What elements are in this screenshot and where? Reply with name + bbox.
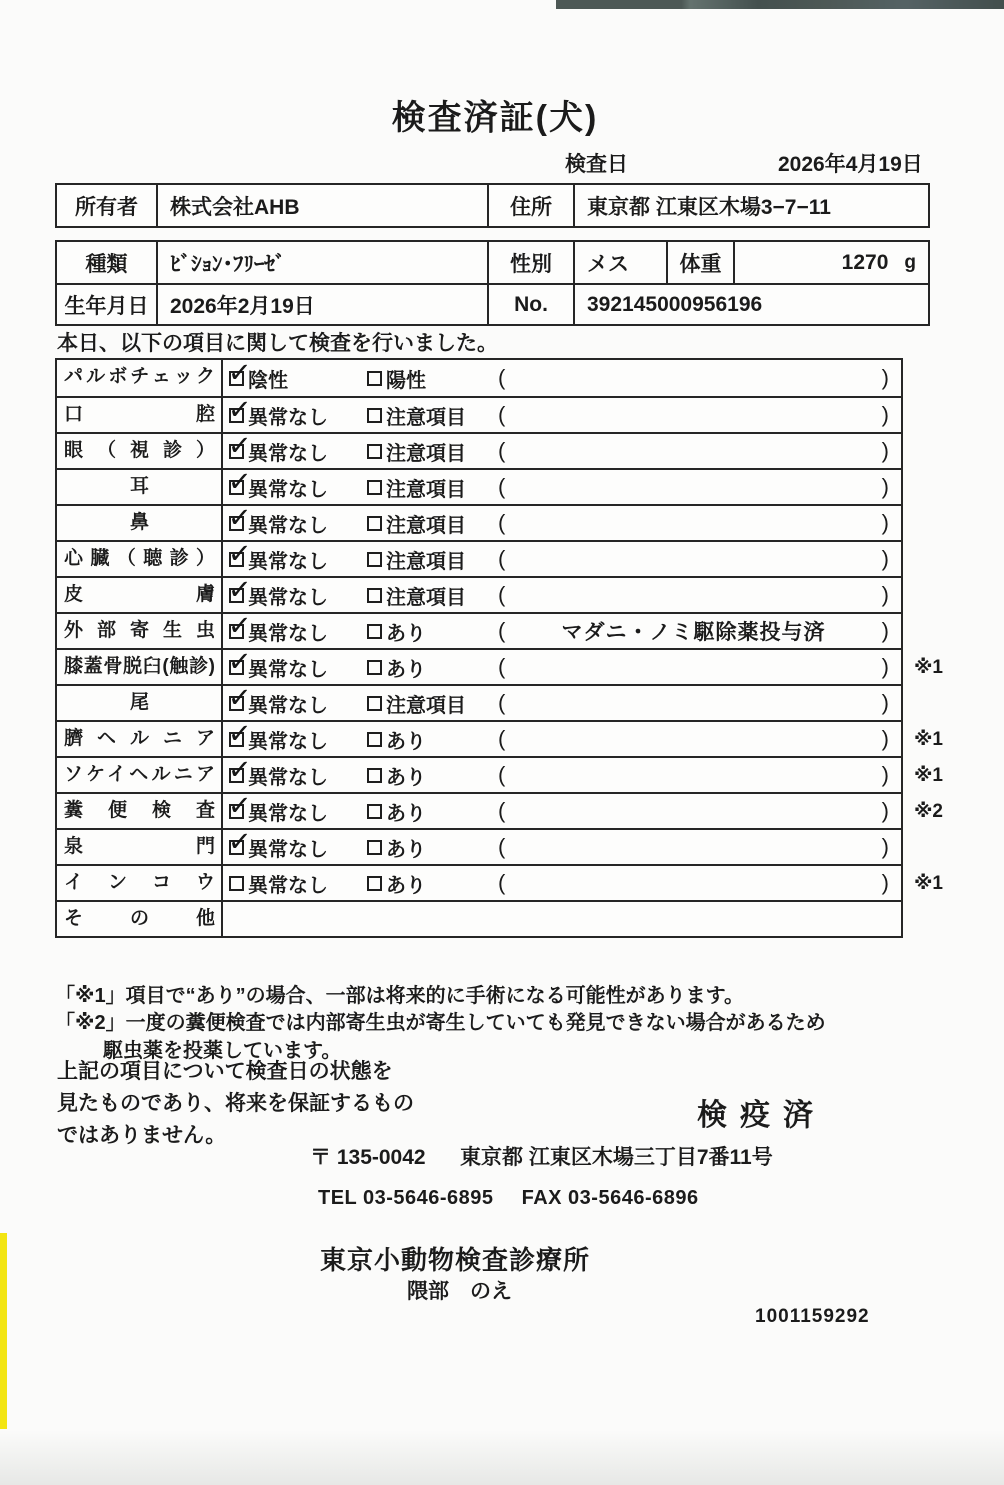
exam-row-content	[223, 794, 901, 828]
checkbox-option1	[229, 480, 244, 495]
scan-artifact-left	[0, 1233, 7, 1429]
paren-close: )	[881, 402, 889, 427]
exam-item-label: ソケイヘルニア	[57, 758, 223, 792]
exam-row-content	[223, 470, 901, 504]
paren-open: (	[498, 726, 506, 751]
option2-label: あり	[386, 622, 426, 645]
option1-label: 異常なし	[248, 478, 328, 501]
exam-row-heart	[57, 540, 901, 576]
breed-label: 種類	[57, 242, 158, 283]
exam-row-fecal-exam	[57, 792, 943, 828]
footnote-2-line1: 「※2」一度の糞便検査では内部寄生虫が寄生していても発見できない場合があるため	[55, 1012, 826, 1034]
checkbox-option2	[367, 371, 382, 386]
option1-label: 異常なし	[248, 658, 328, 681]
option2-label: 陽性	[386, 369, 426, 392]
checkbox-option2	[367, 408, 382, 423]
exam-item-label: 鼻	[57, 506, 223, 540]
exam-table	[55, 358, 943, 938]
exam-row-content	[223, 758, 901, 792]
exam-row-inkou	[57, 864, 943, 900]
checkbox-option1	[229, 552, 244, 567]
paren-open: (	[498, 834, 506, 859]
option1-label: 異常なし	[248, 802, 328, 825]
paren-open: (	[498, 510, 506, 535]
pet-info-table	[55, 240, 930, 326]
paren-close: )	[881, 474, 889, 499]
option2-label: 注意項目	[386, 550, 466, 573]
exam-row-ears	[57, 468, 901, 504]
checkbox-option2	[367, 444, 382, 459]
scan-artifact-bottom	[0, 1430, 1004, 1485]
paren-close: )	[881, 510, 889, 535]
footnote-1: 「※1」項目で“あり”の場合、一部は将来的に手術になる可能性があります。	[55, 985, 744, 1007]
option2-label: あり	[386, 838, 426, 861]
checkbox-option2	[367, 804, 382, 819]
checkbox-option1	[229, 732, 244, 747]
option1-label: 異常なし	[248, 730, 328, 753]
exam-row-content	[223, 722, 901, 756]
table-row	[57, 185, 928, 226]
exam-row-content	[223, 614, 901, 648]
owner-table	[55, 183, 930, 228]
disclaimer-line2: 見たものであり、将来を保証するもの	[57, 1092, 414, 1115]
exam-item-label: 耳	[57, 470, 223, 504]
exam-row-eyes	[57, 432, 901, 468]
checkbox-option2	[367, 696, 382, 711]
footnote-marker: ※1	[913, 657, 943, 678]
checkbox-option1	[229, 588, 244, 603]
exam-item-label: 泉門	[57, 830, 223, 864]
weight-label: 体重	[668, 242, 735, 283]
option2-label: あり	[386, 874, 426, 897]
option1-label: 陰性	[248, 369, 288, 392]
checkbox-option1	[229, 876, 244, 891]
checkbox-option2	[367, 552, 382, 567]
paren-close: )	[881, 654, 889, 679]
option1-label: 異常なし	[248, 622, 328, 645]
clinic-tel: TEL 03-5646-6895	[318, 1187, 494, 1209]
paren-close: )	[881, 870, 889, 895]
checkbox-option2	[367, 480, 382, 495]
exam-row-content	[223, 686, 901, 720]
checkbox-option1	[229, 660, 244, 675]
option2-label: 注意項目	[386, 586, 466, 609]
exam-item-label: 皮膚	[57, 578, 223, 612]
paren-close: )	[881, 690, 889, 715]
checkbox-option2	[367, 588, 382, 603]
exam-row-fontanelle	[57, 828, 901, 864]
exam-row-content	[223, 360, 901, 396]
clinic-address: 東京都 江東区木場三丁目7番11号	[460, 1146, 773, 1169]
paren-open: (	[498, 762, 506, 787]
paren-close: )	[881, 798, 889, 823]
exam-item-label: 口腔	[57, 398, 223, 432]
exam-row-content	[223, 578, 901, 612]
checkbox-option2	[367, 840, 382, 855]
footnote-marker: ※2	[913, 801, 943, 822]
paren-close: )	[881, 546, 889, 571]
paren-open: (	[498, 690, 506, 715]
owner-label: 所有者	[57, 185, 158, 226]
postal-code: 〒 135-0042	[310, 1146, 426, 1169]
option1-label: 異常なし	[248, 838, 328, 861]
paren-close: )	[881, 726, 889, 751]
exam-item-label: 膝蓋骨脱臼(触診)	[57, 650, 223, 684]
option1-label: 異常なし	[248, 766, 328, 789]
no-label: No.	[489, 285, 575, 324]
paren-open: (	[498, 582, 506, 607]
checkbox-option1	[229, 408, 244, 423]
footnote-2-line2: 駆虫薬を投薬しています。	[103, 1040, 342, 1062]
breed-value: ﾋﾞｼｮﾝ･ﾌﾘｰｾﾞ	[158, 242, 489, 283]
checkbox-option2	[367, 876, 382, 891]
veterinarian-name: 隈部 のえ	[407, 1280, 512, 1303]
weight-number: 1270	[841, 250, 889, 274]
exam-item-label: 尾	[57, 686, 223, 720]
birthdate-value: 2026年2月19日	[158, 285, 489, 324]
option1-label: 異常なし	[248, 586, 328, 609]
paren-open: (	[498, 618, 506, 643]
paren-close: )	[881, 365, 889, 390]
exam-row-external-parasites	[57, 612, 901, 648]
exam-row-nose	[57, 504, 901, 540]
inspection-date-value: 2026年4月19日	[778, 153, 923, 176]
option1-label: 異常なし	[248, 514, 328, 537]
exam-item-label: その他	[57, 902, 223, 936]
paren-open: (	[498, 870, 506, 895]
table-row	[57, 283, 928, 324]
exam-item-label: 臍ヘルニア	[57, 722, 223, 756]
option1-label: 異常なし	[248, 406, 328, 429]
exam-row-inguinal-hernia	[57, 756, 943, 792]
exam-item-label: 外部寄生虫	[57, 614, 223, 648]
option2-label: 注意項目	[386, 478, 466, 501]
checkbox-option2	[367, 732, 382, 747]
clinic-name: 東京小動物検査診療所	[320, 1245, 591, 1275]
footnote-marker: ※1	[913, 873, 943, 894]
sex-label: 性別	[489, 242, 575, 283]
exam-row-content	[223, 902, 901, 936]
exam-item-label: 心臓（聴診）	[57, 542, 223, 576]
exam-row-parvo	[57, 360, 901, 396]
footnote-marker: ※1	[913, 729, 943, 750]
option2-label: あり	[386, 766, 426, 789]
footnote-marker: ※1	[913, 765, 943, 786]
paren-open: (	[498, 654, 506, 679]
paren-close: )	[881, 582, 889, 607]
clinic-tel-row	[318, 1187, 699, 1210]
sex-value: メス	[575, 242, 668, 283]
option1-label: 異常なし	[248, 442, 328, 465]
intro-line: 本日、以下の項目に関して検査を行いました。	[57, 332, 498, 355]
exam-result-note: マダニ・ノミ駆除薬投与済	[561, 621, 826, 644]
checkbox-option1	[229, 444, 244, 459]
exam-row-content	[223, 542, 901, 576]
weight-value	[735, 242, 928, 283]
exam-item-label: 眼（視診）	[57, 434, 223, 468]
exam-row-skin	[57, 576, 901, 612]
exam-row-content	[223, 866, 901, 900]
checkbox-option2	[367, 768, 382, 783]
checkbox-option1	[229, 840, 244, 855]
page-title: 検査済証(犬)	[391, 99, 599, 137]
exam-row-umbilical-hernia	[57, 720, 943, 756]
address-label: 住所	[489, 185, 575, 226]
exam-row-tail	[57, 684, 901, 720]
exam-item-label: インコウ	[57, 866, 223, 900]
exam-row-oral	[57, 396, 901, 432]
option1-label: 異常なし	[248, 874, 328, 897]
exam-row-content	[223, 398, 901, 432]
exam-row-patella	[57, 648, 943, 684]
paren-close: )	[881, 618, 889, 643]
option2-label: 注意項目	[386, 514, 466, 537]
exam-row-content	[223, 506, 901, 540]
checkbox-option2	[367, 660, 382, 675]
clinic-fax: FAX 03-5646-6896	[521, 1187, 699, 1209]
paren-open: (	[498, 402, 506, 427]
owner-value: 株式会社AHB	[158, 185, 489, 226]
paren-open: (	[498, 365, 506, 390]
checkbox-option1	[229, 696, 244, 711]
checkbox-option1	[229, 624, 244, 639]
quarantine-passed-stamp: 検疫済	[697, 1099, 826, 1132]
address-value: 東京都 江東区木場3−7−11	[587, 195, 831, 219]
paren-close: )	[881, 438, 889, 463]
disclaimer-paragraph	[57, 1056, 414, 1152]
option2-label: 注意項目	[386, 442, 466, 465]
checkbox-option1	[229, 768, 244, 783]
checkbox-option2	[367, 624, 382, 639]
paren-open: (	[498, 474, 506, 499]
birthdate-label: 生年月日	[57, 285, 158, 324]
scan-artifact-top	[556, 0, 1004, 9]
paren-close: )	[881, 762, 889, 787]
paren-close: )	[881, 834, 889, 859]
option2-label: あり	[386, 658, 426, 681]
serial-number: 1001159292	[755, 1306, 870, 1327]
disclaimer-line1: 上記の項目について検査日の状態を	[57, 1060, 393, 1083]
option1-label: 異常なし	[248, 694, 328, 717]
exam-row-content	[223, 650, 901, 684]
exam-row-other	[57, 900, 901, 936]
inspection-date-label: 検査日	[565, 153, 628, 176]
checkbox-option1	[229, 516, 244, 531]
paren-open: (	[498, 798, 506, 823]
option2-label: あり	[386, 730, 426, 753]
checkbox-option1	[229, 371, 244, 386]
checkbox-option2	[367, 516, 382, 531]
table-row	[57, 242, 928, 283]
option2-label: 注意項目	[386, 694, 466, 717]
exam-row-content	[223, 434, 901, 468]
exam-item-label: 糞便検査	[57, 794, 223, 828]
paren-open: (	[498, 546, 506, 571]
no-value: 392145000956196	[587, 292, 763, 316]
disclaimer-line3: ではありません。	[57, 1124, 227, 1147]
option2-label: あり	[386, 802, 426, 825]
checkbox-option1	[229, 804, 244, 819]
paren-open: (	[498, 438, 506, 463]
exam-row-content	[223, 830, 901, 864]
option1-label: 異常なし	[248, 550, 328, 573]
weight-unit: g	[904, 251, 916, 273]
exam-item-label: パルボチェック	[57, 360, 223, 396]
option2-label: 注意項目	[386, 406, 466, 429]
